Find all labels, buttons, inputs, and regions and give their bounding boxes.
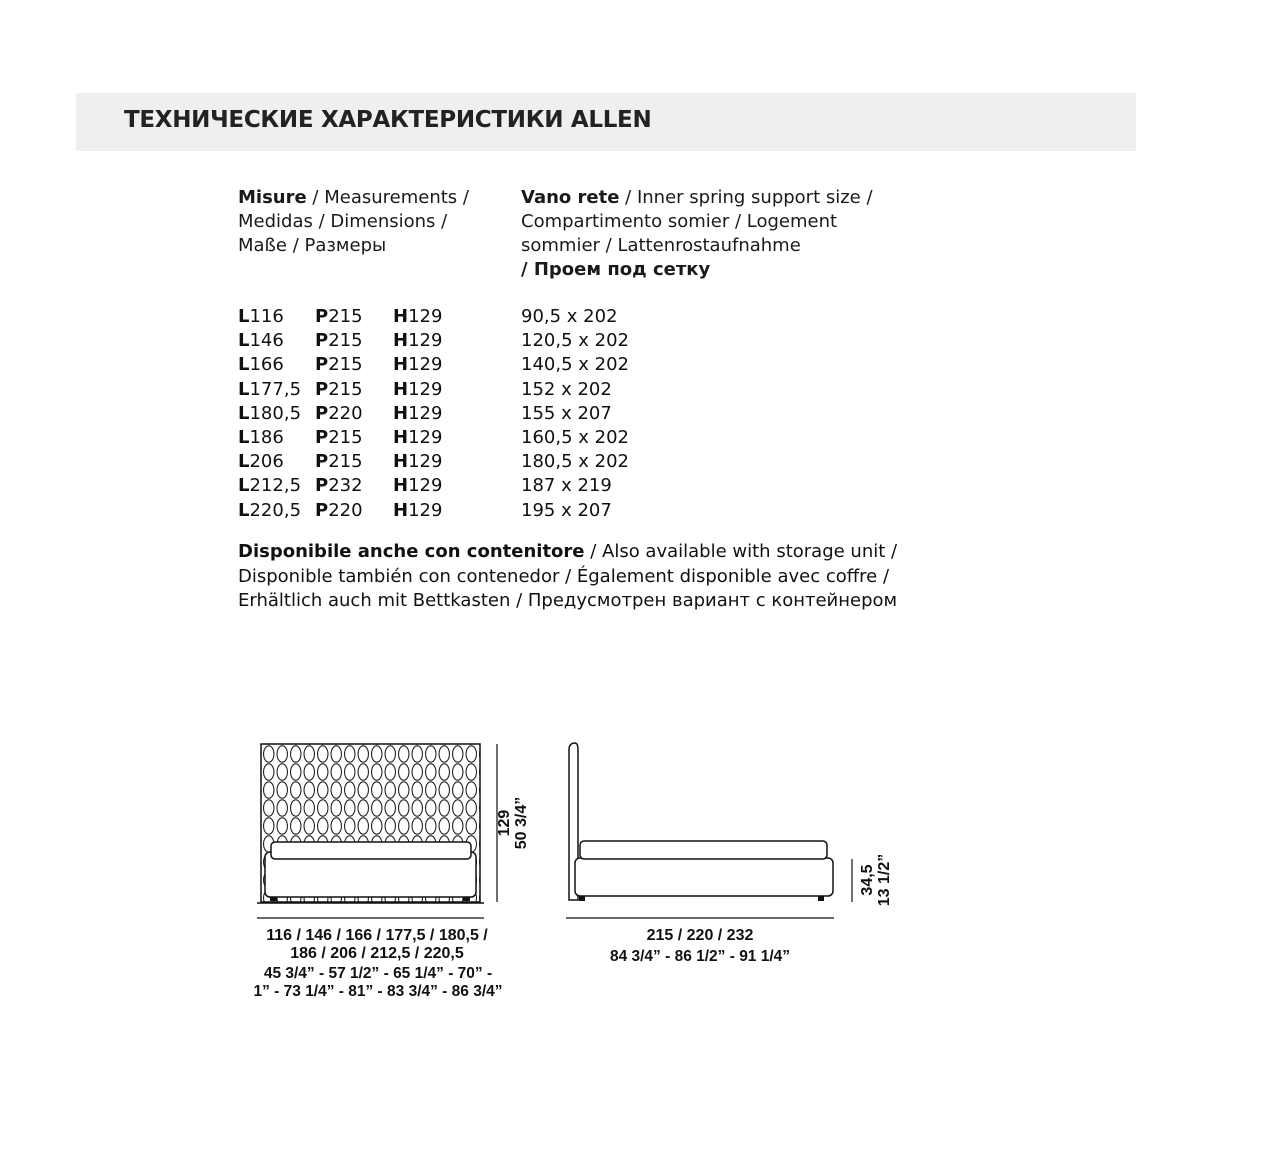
depth-prefix: P: [315, 499, 329, 521]
depth-prefix: P: [315, 475, 329, 497]
support-size-cell: 160,5 x 202: [521, 426, 629, 448]
width-prefix: L: [238, 426, 250, 448]
height-prefix: H: [393, 402, 409, 424]
depth-value: 220: [328, 499, 363, 521]
support-size-cell: 187 x 219: [521, 475, 612, 497]
availability-line3: Erhältlich auch mit Bettkasten / Предусмотрен вариант с контейнером: [238, 590, 898, 611]
height-value: 129: [408, 330, 443, 352]
side-view: [566, 743, 852, 918]
support-size-cell: 90,5 x 202: [521, 306, 618, 327]
base-height-cm: 34,5: [859, 864, 876, 896]
depth-prefix: P: [315, 354, 329, 376]
width-prefix: L: [238, 378, 250, 400]
depth-prefix: P: [315, 378, 329, 400]
depth-prefix: P: [315, 330, 329, 352]
width-value: 220,5: [249, 499, 302, 521]
depth-value: 215: [328, 354, 363, 376]
height-value: 129: [408, 354, 443, 376]
support-line3: sommier / Lattenrostaufnahme: [521, 235, 801, 256]
height-value: 129: [408, 451, 443, 473]
support-size-cell: 140,5 x 202: [521, 354, 629, 376]
height-value: 129: [408, 499, 443, 521]
support-line4: / Проем под сетку: [521, 259, 711, 280]
availability-label: Disponibile anche con contenitore: [238, 541, 585, 562]
base-height-in: 13 1/2”: [876, 853, 893, 907]
support-label: Vano rete: [521, 187, 620, 208]
depth-value: 232: [328, 475, 363, 497]
depth-value: 215: [328, 378, 363, 400]
height-prefix: H: [393, 378, 409, 400]
height-in: 50 3/4”: [513, 796, 530, 850]
height-prefix: H: [393, 475, 409, 497]
depth-prefix: P: [315, 426, 329, 448]
availability-line2: Disponible también con contenedor / Également disponible avec coffre /: [238, 565, 890, 587]
measurements-line3: Maße / Размеры: [238, 235, 387, 256]
page-title: ТЕХНИЧЕСКИЕ ХАРАКТЕРИСТИКИ ALLEN: [124, 107, 652, 133]
front-width-line2: 186 / 206 / 212,5 / 220,5: [290, 945, 464, 962]
width-value: 186: [249, 426, 284, 448]
width-prefix: L: [238, 354, 250, 376]
height-value: 129: [408, 306, 443, 327]
width-value: 206: [249, 451, 284, 473]
side-depth-cm: 215 / 220 / 232: [646, 927, 754, 944]
front-width-line1: 116 / 146 / 166 / 177,5 / 180,5 /: [266, 927, 488, 944]
bed-base-side: [575, 858, 833, 896]
mattress-side: [580, 841, 827, 859]
support-size-cell: 152 x 202: [521, 378, 612, 400]
depth-value: 220: [328, 402, 363, 424]
support-size-cell: 155 x 207: [521, 402, 612, 424]
width-value: 166: [249, 354, 284, 376]
support-line2: Compartimento somier / Logement: [521, 211, 838, 232]
depth-prefix: P: [315, 306, 329, 327]
width-value: 146: [249, 330, 284, 352]
width-prefix: L: [238, 451, 250, 473]
height-prefix: H: [393, 330, 409, 352]
measurements-line2: Medidas / Dimensions /: [238, 211, 448, 232]
front-width-in-line1: 45 3/4” - 57 1/2” - 65 1/4” - 70” -: [263, 965, 493, 982]
width-value: 180,5: [249, 402, 302, 424]
depth-value: 215: [328, 426, 363, 448]
side-depth-inches: 84 3/4” - 86 1/2” - 91 1/4”: [609, 948, 791, 965]
height-label: [496, 783, 532, 863]
measurements-label: Misure: [238, 187, 307, 208]
front-width-in-line2: 1” - 73 1/4” - 81” - 83 3/4” - 86 3/4”: [253, 983, 503, 1000]
base-height-label: [859, 849, 895, 911]
support-size-cell: 180,5 x 202: [521, 451, 629, 473]
height-value: 129: [408, 475, 443, 497]
support-size-cell: 195 x 207: [521, 499, 612, 521]
support-line1: / Inner spring support size /: [619, 187, 873, 208]
depth-value: 215: [328, 451, 363, 473]
width-prefix: L: [238, 499, 250, 521]
height-value: 129: [408, 378, 443, 400]
width-value: 116: [249, 306, 284, 327]
depth-prefix: P: [315, 451, 329, 473]
height-value: 129: [408, 402, 443, 424]
height-prefix: H: [393, 499, 409, 521]
availability-line1: / Also available with storage unit /: [584, 541, 898, 562]
width-prefix: L: [238, 402, 250, 424]
height-prefix: H: [393, 451, 409, 473]
width-value: 212,5: [249, 475, 302, 497]
width-value: 177,5: [249, 378, 302, 400]
support-size-cell: 120,5 x 202: [521, 330, 629, 352]
width-prefix: L: [238, 306, 250, 327]
front-width-inches: [230, 965, 526, 1001]
height-prefix: H: [393, 426, 409, 448]
height-prefix: H: [393, 306, 409, 327]
depth-prefix: P: [315, 402, 329, 424]
width-prefix: L: [238, 475, 250, 497]
front-view: [257, 744, 497, 918]
width-prefix: L: [238, 330, 250, 352]
mattress-front: [271, 842, 471, 859]
height-prefix: H: [393, 354, 409, 376]
depth-value: 215: [328, 306, 363, 327]
measurements-line1: / Measurements /: [306, 187, 469, 208]
height-cm: 129: [496, 809, 513, 837]
height-value: 129: [408, 426, 443, 448]
depth-value: 215: [328, 330, 363, 352]
front-width-cm: [236, 927, 518, 963]
